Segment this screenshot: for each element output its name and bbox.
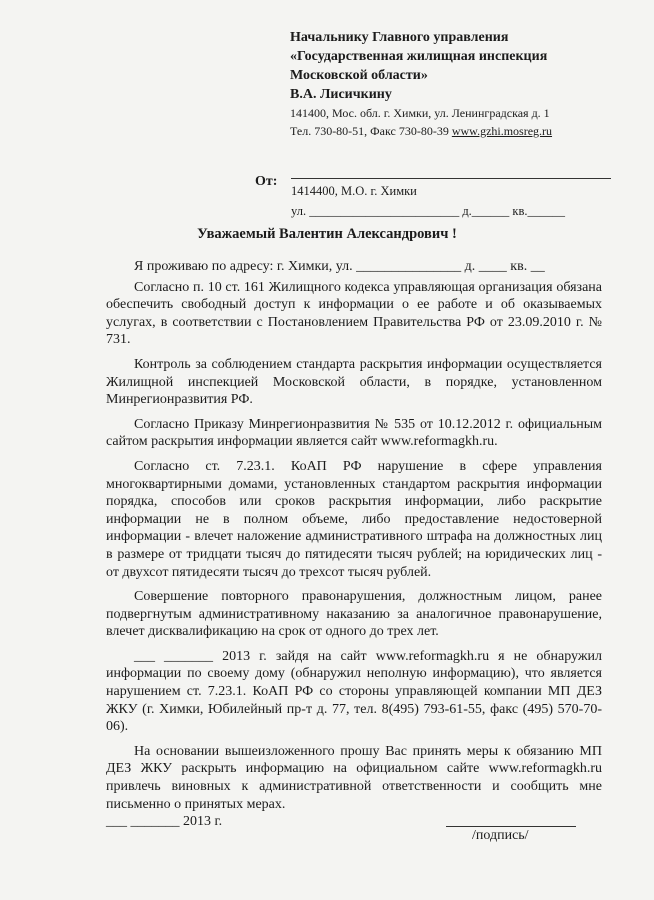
recipient-contacts	[290, 122, 630, 140]
paragraph-housing-code: Согласно п. 10 ст. 161 Жилищного кодекса управляющая организация обязана обеспечить свободный доступ к информации о ее работе и об оказываемых услугах, в соответствии с Постановлением Правительства РФ от 23.09.2010 г. № 731.	[106, 279, 602, 348]
recipient-line-3: Московской области»	[290, 68, 428, 83]
paragraph-repeat: Совершение повторного правонарушения, должностным лицом, ранее подвергнутым административному наказанию за аналогичное правонарушение, влечет дисквалификацию на срок от одного до трех лет.	[106, 589, 602, 640]
recipient-address: 141400, Мос. обл. г. Химки, ул. Ленинградская д. 1	[290, 106, 550, 120]
sender-city: 1414400, М.О. г. Химки	[291, 184, 417, 198]
paragraph-order: Согласно Приказу Минрегионразвития № 535 от 10.12.2012 г. официальным сайтом раскрытия информации является сайт www.reformagkh.ru.	[106, 416, 602, 450]
signature-label: /подпись/	[472, 828, 529, 843]
paragraph-koap: Согласно ст. 7.23.1. КоАП РФ нарушение в сфере управления многоквартирными домами, установленных стандартом раскрытия информации порядка, способов или сроков раскрытия информации, либо раскрытие информации не в полном объеме, либо предоставление недостоверной информации - влечет наложение административного штрафа на должностных лиц в размере от тридцати тысяч до пятидесяти тысяч рублей; на юридических лиц - от двухсот пятидесяти тысяч до трехсот тысяч рублей.	[106, 458, 602, 580]
salutation: Уважаемый Валентин Александрович !	[197, 226, 457, 242]
recipient-line-1: Начальнику Главного управления	[290, 30, 509, 45]
letter-body	[106, 258, 602, 816]
footer-date: ___ _______ 2013 г.	[106, 814, 223, 829]
signature-line	[446, 826, 576, 827]
sender-street: ул. ________________________ д.______ кв.______	[291, 204, 566, 218]
recipient-site-link: www.gzhi.mosreg.ru	[451, 124, 553, 138]
paragraph-violation: ___ _______ 2013 г. зайдя на сайт www.reformagkh.ru я не обнаружил информации по своему дому (обнаружил неполную информацию), что является нарушением ст. 7.23.1. КоАП РФ со стороны управляющей компании МП ДЕЗ ЖКУ (г. Химки, Юбилейный пр-т д. 77, тел. 8(495) 793-61-55, факс (495) 570-70-06).	[106, 648, 602, 735]
recipient-phones: Тел. 730-80-51, Факс 730-80-39	[290, 124, 452, 138]
paragraph-address: Я проживаю по адресу: г. Химки, ул. _______________ д. ____ кв. __	[134, 259, 545, 274]
recipient-name: В.А. Лисичкину	[290, 87, 392, 102]
sender-name-line	[291, 178, 611, 179]
recipient-line-2: «Государственная жилищная инспекция	[290, 49, 548, 64]
recipient-block	[290, 28, 630, 140]
from-label: От:	[255, 174, 278, 189]
paragraph-control: Контроль за соблюдением стандарта раскрытия информации осуществляется Жилищной инспекцией Московской области, в порядке, установленном Минрегионразвития РФ.	[106, 356, 602, 408]
paragraph-request: На основании вышеизложенного прошу Вас принять меры к обязанию МП ДЕЗ ЖКУ раскрыть информацию на официальном сайте www.reformagkh.ru привлечь виновных к административной ответственности и сообщить мне письменно о принятых мерах.	[106, 743, 602, 812]
